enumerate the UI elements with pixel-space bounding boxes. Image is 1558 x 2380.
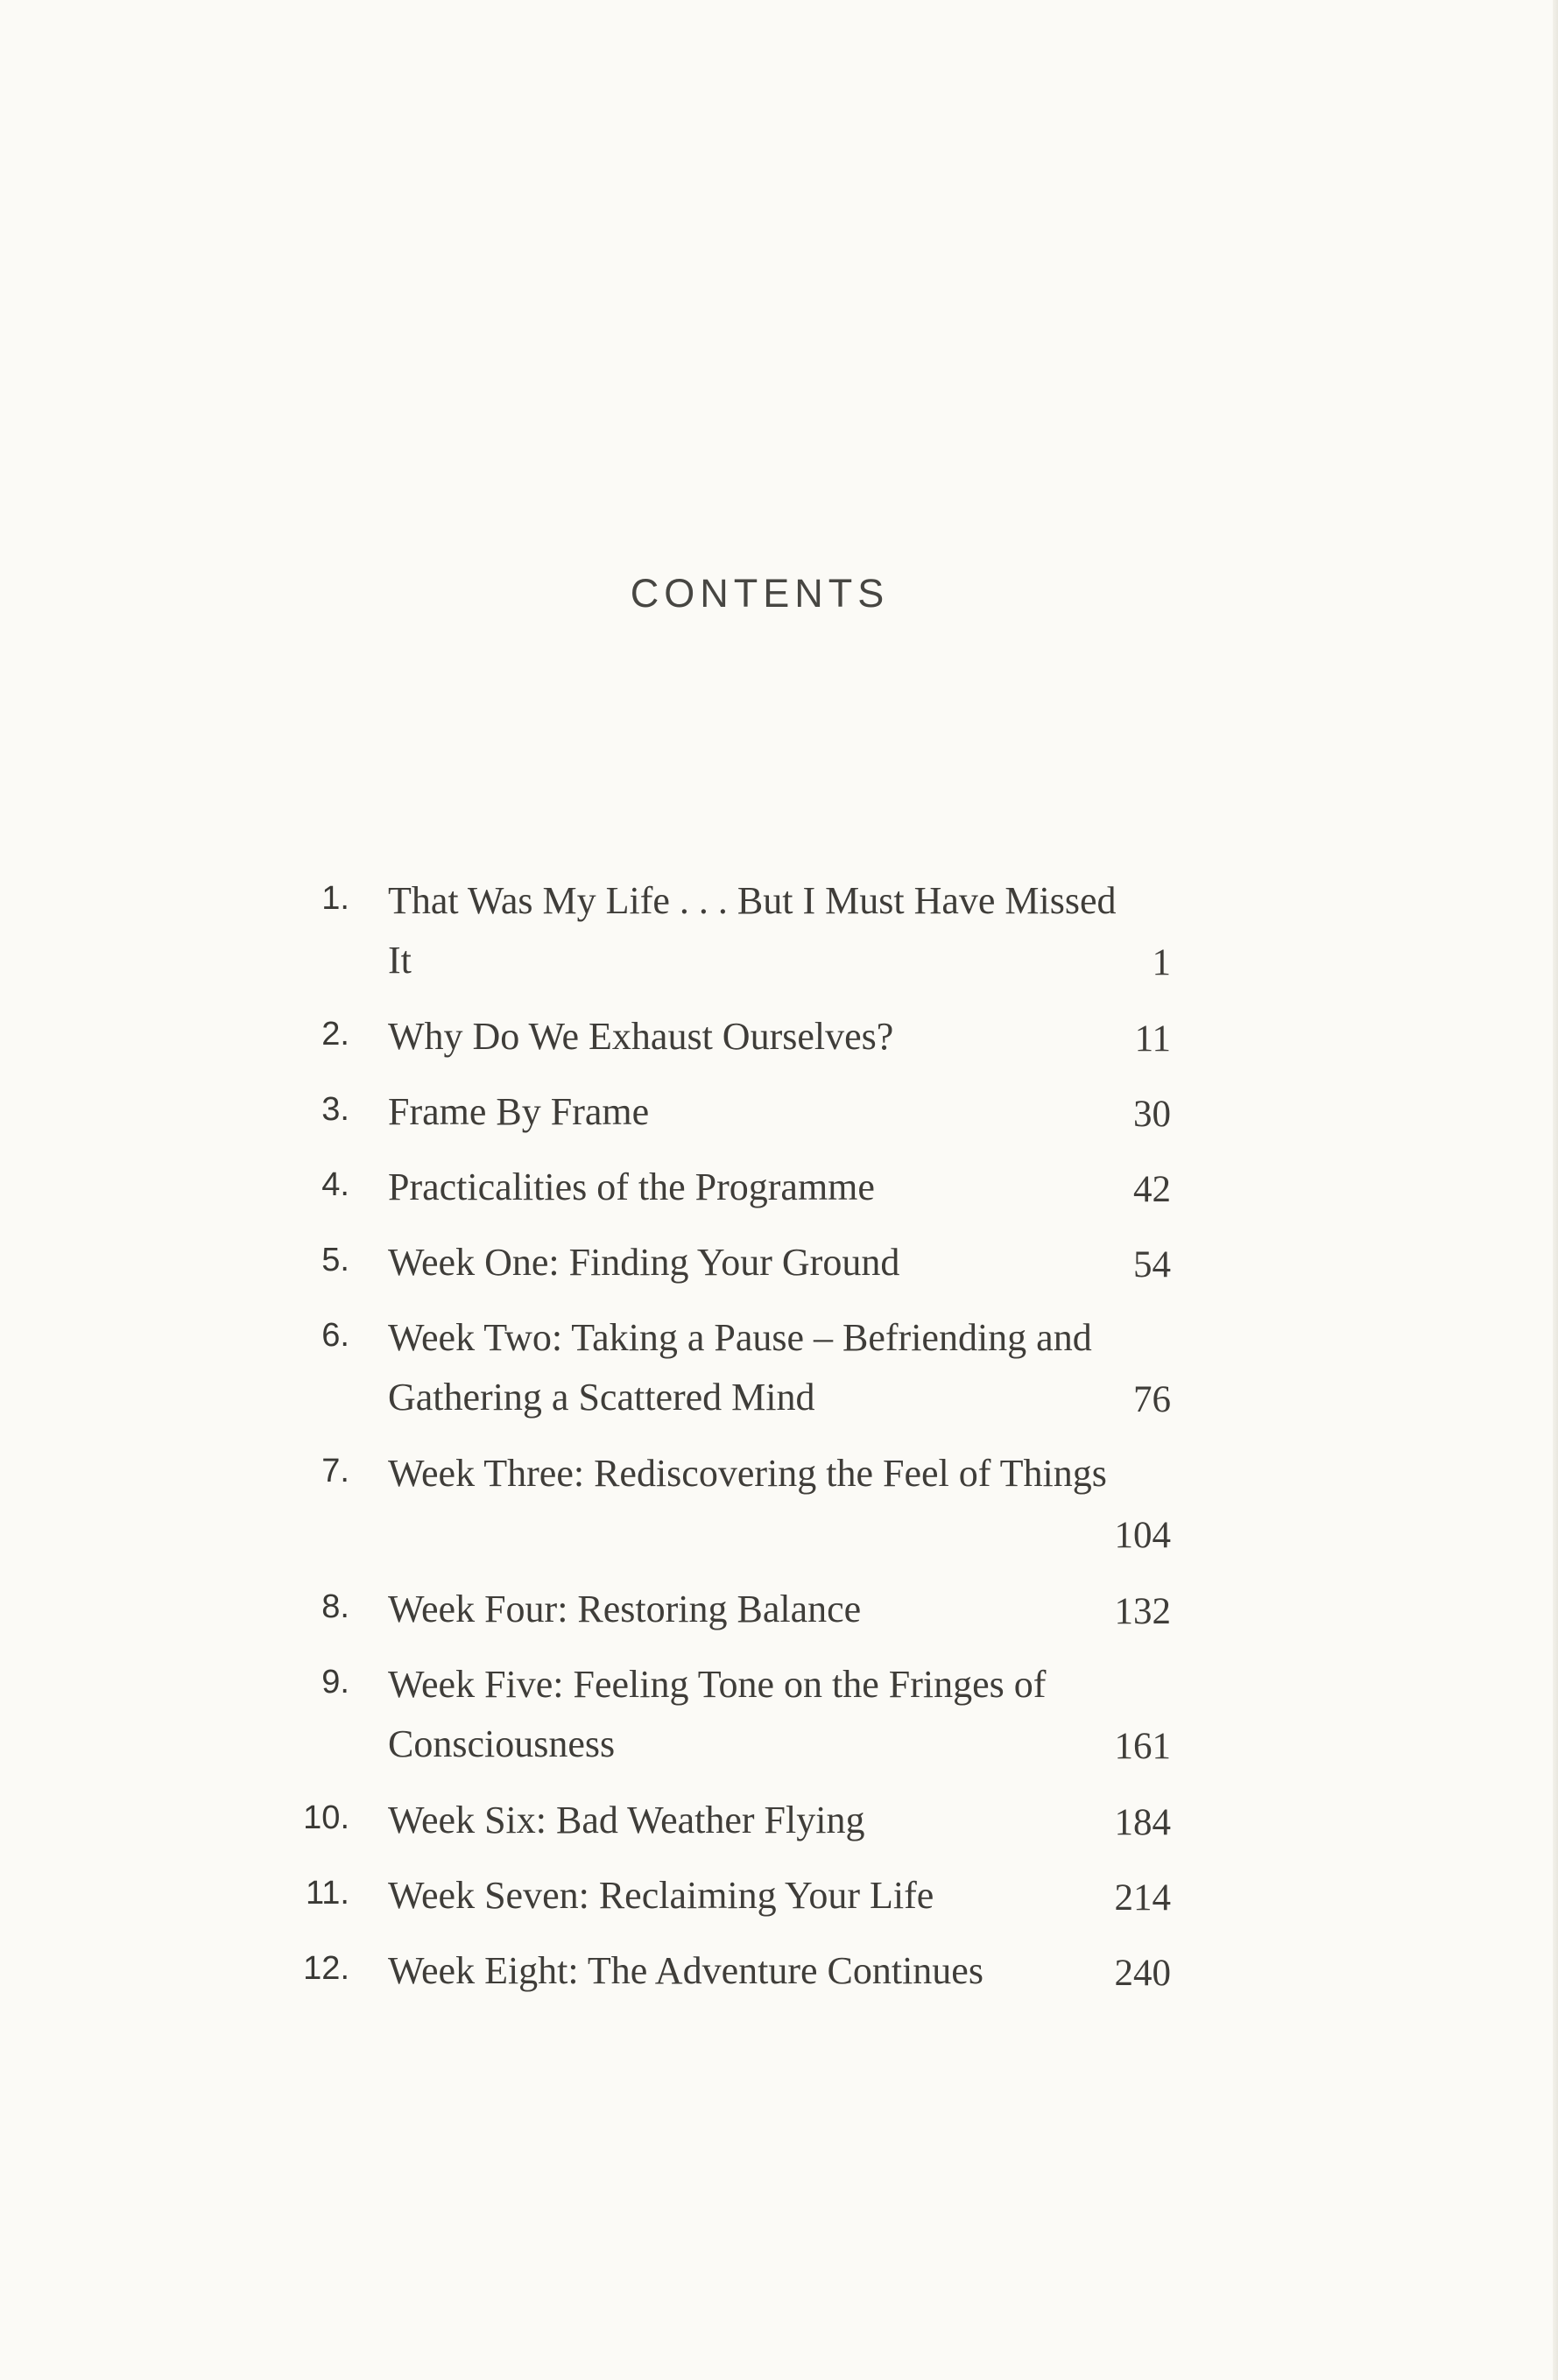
chapter-page: 30 [1133,1094,1171,1135]
chapter-number: 10. [303,1799,349,1836]
chapter-title: Week Eight: The Adventure Continues [388,1949,983,1992]
chapter-title: Frame By Frame [388,1090,650,1133]
chapter-number: 11. [305,1875,349,1912]
chapter-title: Week One: Finding Your Ground [388,1241,900,1284]
chapter-number: 6. [321,1317,349,1354]
chapter-number: 1. [321,880,349,917]
chapter-title: Week Four: Restoring Balance [388,1588,862,1630]
chapter-page: 42 [1133,1169,1171,1210]
chapter-title: Week Six: Bad Weather Flying [388,1799,865,1841]
chapter-page: 214 [1114,1877,1171,1919]
chapter-page: 54 [1133,1244,1171,1285]
chapter-title: Week Seven: Reclaiming Your Life [388,1874,934,1917]
chapter-title: Practicalities of the Programme [388,1165,875,1208]
chapter-page: 184 [1114,1802,1171,1843]
chapter-number: 3. [321,1091,349,1128]
chapter-page: 132 [1114,1591,1171,1632]
chapter-number: 12. [303,1950,349,1987]
chapter-title: Week Five: Feeling Tone on the Fringes of Consciousness [388,1663,1047,1765]
chapter-number: 5. [321,1242,349,1278]
chapter-page: 240 [1114,1953,1171,1994]
contents-heading: CONTENTS [630,571,890,616]
chapter-title: That Was My Life . . . But I Must Have Missed It [388,879,1117,982]
chapter-title: Week Three: Rediscovering the Feel of Things [388,1452,1107,1495]
chapter-number: 4. [321,1166,349,1203]
chapter-page: 1 [1152,942,1171,983]
chapter-page: 104 [1114,1515,1171,1556]
chapter-title: Week Two: Taking a Pause – Befriending and Gathering a Scattered Mind [388,1316,1092,1419]
chapter-page: 161 [1114,1726,1171,1767]
chapter-title: Why Do We Exhaust Ourselves? [388,1015,894,1058]
chapter-number: 7. [321,1453,349,1489]
chapter-number: 8. [321,1588,349,1625]
chapter-number: 2. [321,1016,349,1053]
chapter-number: 9. [321,1664,349,1701]
chapter-page: 76 [1133,1379,1171,1420]
chapter-page: 11 [1134,1018,1171,1060]
